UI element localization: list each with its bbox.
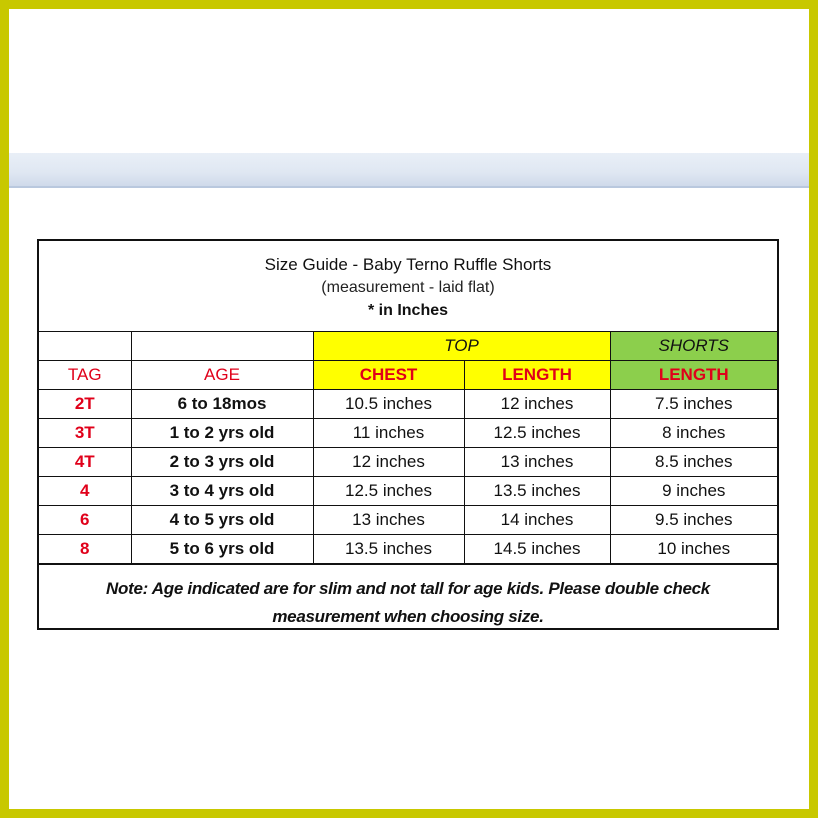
top-length-cell: 12.5 inches	[464, 419, 610, 448]
shorts-length-column-header: LENGTH	[610, 361, 777, 390]
top-length-cell: 12 inches	[464, 390, 610, 419]
note-line-1: Note: Age indicated are for slim and not tall for age kids. Please double check	[106, 579, 710, 598]
size-guide-title: Size Guide - Baby Terno Ruffle Shorts	[264, 255, 552, 274]
table-row	[39, 535, 777, 564]
table-row	[39, 477, 777, 506]
note-text	[39, 564, 777, 631]
unit-note: * in Inches	[367, 302, 449, 319]
age-cell: 1 to 2 yrs old	[131, 419, 313, 448]
top-length-cell: 14.5 inches	[464, 535, 610, 564]
table-row	[39, 448, 777, 477]
top-length-cell: 13 inches	[464, 448, 610, 477]
tag-cell: 8	[39, 535, 131, 564]
shorts-length-cell: 10 inches	[610, 535, 777, 564]
chest-column-header: CHEST	[313, 361, 464, 390]
age-column-header: AGE	[131, 361, 313, 390]
size-table	[39, 332, 777, 564]
title-block	[39, 241, 777, 332]
size-guide-sheet	[37, 239, 779, 630]
top-length-column-header: LENGTH	[464, 361, 610, 390]
tag-cell: 4T	[39, 448, 131, 477]
measurement-subtitle: (measurement - laid flat)	[321, 279, 495, 296]
tag-cell: 2T	[39, 390, 131, 419]
column-header-row	[39, 361, 777, 390]
group-header-row	[39, 332, 777, 361]
table-row	[39, 506, 777, 535]
shorts-length-cell: 9.5 inches	[610, 506, 777, 535]
top-length-cell: 13.5 inches	[464, 477, 610, 506]
chest-cell: 10.5 inches	[313, 390, 464, 419]
age-cell: 4 to 5 yrs old	[131, 506, 313, 535]
top-length-cell: 14 inches	[464, 506, 610, 535]
age-cell: 5 to 6 yrs old	[131, 535, 313, 564]
empty-header-cell	[39, 332, 131, 361]
tag-cell: 3T	[39, 419, 131, 448]
note-line-2: measurement when choosing size.	[272, 607, 544, 626]
shorts-group-header: SHORTS	[610, 332, 777, 361]
age-cell: 6 to 18mos	[131, 390, 313, 419]
shorts-length-cell: 8.5 inches	[610, 448, 777, 477]
chest-cell: 12 inches	[313, 448, 464, 477]
shorts-length-cell: 9 inches	[610, 477, 777, 506]
shorts-length-cell: 8 inches	[610, 419, 777, 448]
chest-cell: 13.5 inches	[313, 535, 464, 564]
table-row	[39, 419, 777, 448]
chest-cell: 13 inches	[313, 506, 464, 535]
header-band	[9, 153, 809, 188]
age-cell: 3 to 4 yrs old	[131, 477, 313, 506]
tag-column-header: TAG	[39, 361, 131, 390]
age-cell: 2 to 3 yrs old	[131, 448, 313, 477]
shorts-length-cell: 7.5 inches	[610, 390, 777, 419]
tag-cell: 4	[39, 477, 131, 506]
table-row	[39, 390, 777, 419]
top-group-header: TOP	[313, 332, 610, 361]
empty-header-cell	[131, 332, 313, 361]
chest-cell: 12.5 inches	[313, 477, 464, 506]
chest-cell: 11 inches	[313, 419, 464, 448]
tag-cell: 6	[39, 506, 131, 535]
